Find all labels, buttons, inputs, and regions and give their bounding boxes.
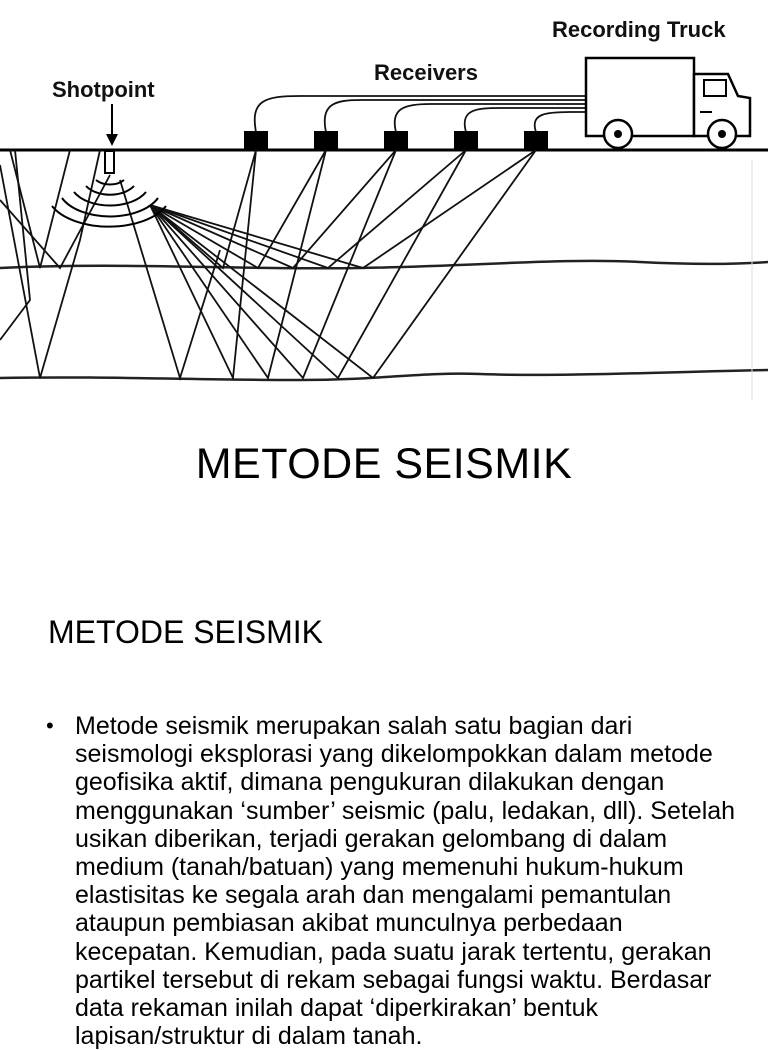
- slide-title: METODE SEISMIK: [195, 440, 573, 488]
- receivers-label: Receivers: [374, 60, 478, 85]
- ray-path: [120, 180, 220, 378]
- ray-path: [10, 150, 70, 268]
- receiver-cables: [255, 96, 590, 132]
- seismic-diagram-svg: [0, 0, 768, 400]
- seismic-survey-diagram: [0, 0, 768, 400]
- ray-path: [150, 150, 466, 378]
- receiver-5: [524, 131, 548, 149]
- reflector-layer-2: [0, 370, 768, 380]
- wavefronts: [52, 180, 166, 227]
- shot-hole: [105, 151, 114, 173]
- recording-truck-icon: [586, 58, 750, 148]
- receiver-4: [454, 131, 478, 149]
- receivers: [244, 131, 548, 149]
- ray-paths: [0, 150, 536, 378]
- bullet-list-item: [46, 712, 736, 1050]
- ray-path: [150, 150, 396, 268]
- bullet-text: Metode seismik merupakan salah satu bagian dari seismologi eksplorasi yang dikelompokkan dalam metode geofisika aktif, dimana pengukuran dilakukan dengan menggunakan ‘sumber’ seismic (palu, ledakan, dll). Setelah usikan diberikan, terjadi gerakan gelombang di dalam medium (tanah/batuan) yang memenuhi hukum-hukum elastisitas ke segala arah dan mengalami pemantulan ataupun pembiasan akibat munculnya perbedaan kecepatan. Kemudian, pada suatu jarak tertentu, gerakan partikel tersebut di rekam sebagai fungsi waktu. Berdasar data rekaman inilah dapat ‘diperkirakan’ bentuk lapisan/struktur di dalam tanah.: [75, 712, 736, 1050]
- recording-truck-label: Recording Truck: [552, 17, 726, 42]
- bullet-icon: •: [46, 713, 54, 738]
- ray-path: [0, 150, 100, 378]
- section-heading: METODE SEISMIK: [48, 614, 324, 650]
- receiver-1: [244, 131, 268, 149]
- receiver-3: [384, 131, 408, 149]
- reflector-layer-1: [0, 261, 768, 268]
- ray-path: [150, 150, 396, 378]
- shotpoint-label: Shotpoint: [52, 77, 155, 102]
- shotpoint-arrow-head: [106, 134, 118, 146]
- receiver-2: [314, 131, 338, 149]
